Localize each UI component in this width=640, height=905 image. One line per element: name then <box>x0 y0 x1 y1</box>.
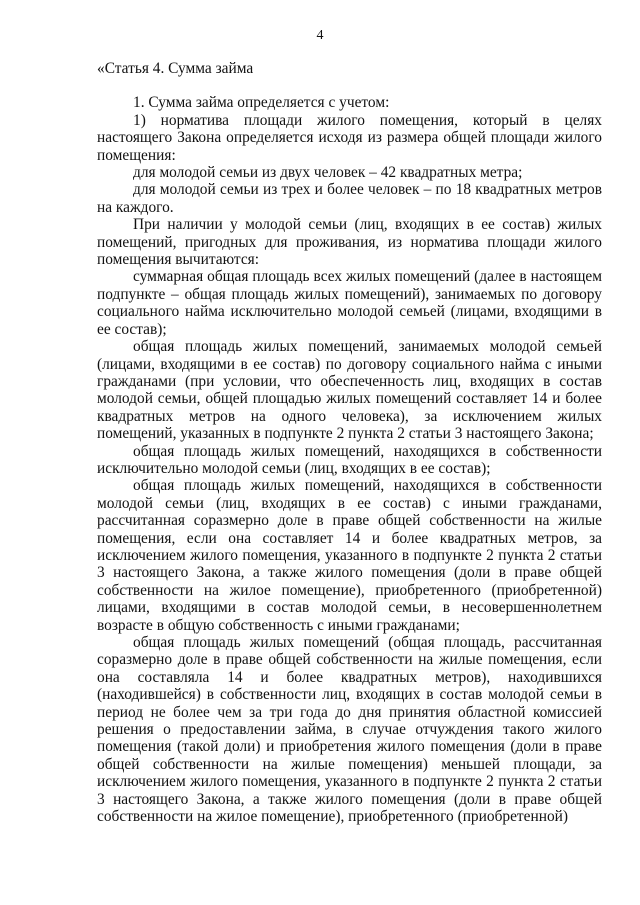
paragraph-4: для молодой семьи из трех и более человек – по 18 квадратных метров на каждого. <box>97 181 602 216</box>
paragraph-5: При наличии у молодой семьи (лиц, входящих в ее состав) жилых помещений, пригодных для проживания, из норматива площади жилого помещения вычитаются: <box>97 216 602 269</box>
paragraph-6: суммарная общая площадь всех жилых помещений (далее в настоящем подпункте – общая площадь жилых помещений), занимаемых по договору социального найма исключительно молодой семьей (лицами, входящими в ее состав); <box>97 268 602 338</box>
paragraph-2: 1) норматива площади жилого помещения, который в целях настоящего Закона определяется исходя из размера общей площади жилого помещения: <box>97 111 602 164</box>
paragraph-7: общая площадь жилых помещений, занимаемых молодой семьей (лицами, входящими в ее состав) по договору социального найма с иными гражданами (при условии, что обеспеченность лиц, входящих в состав молодой семьи, общей площадью жилых помещений составляет 14 и более квадратных метров на одного человека), за исключением жилых помещений, указанных в подпункте 2 пункта 2 статьи 3 настоящего Закона; <box>97 338 602 443</box>
paragraph-3: для молодой семьи из двух человек – 42 квадратных метра; <box>133 164 523 182</box>
article-heading: «Статья 4. Сумма займа <box>97 60 254 77</box>
paragraph-9: общая площадь жилых помещений, находящихся в собственности молодой семьи (лиц, входящих в ее состав) с иными гражданами, рассчитанная соразмерно доле в праве общей собственности на жилые помещения, если она составляет 14 и более квадратных метров, за исключением жилого помещения, указанного в подпункте 2 пункта 2 статьи 3 настоящего Закона, а также жилого помещения (доли в праве общей собственности на жилое помещение), приобретенного (приобретенной) лицами, входящими в состав молодой семьи, в несовершеннолетнем возрасте в общую собственность с иными гражданами; <box>97 477 602 634</box>
paragraph-10: общая площадь жилых помещений (общая площадь, рассчитанная соразмерно доле в праве общей собственности на жилые помещения, если она составляла 14 и более квадратных метров), находившихся (находившейся) в собственности лиц, входящих в состав молодой семьи в период не более чем за три года до дня принятия областной комиссией решения о предоставлении займа, в случае отчуждения такого жилого помещения (такой доли) и приобретения жилого помещения (доли в праве общей собственности на жилые помещения) меньшей площади, за исключением жилого помещения, указанного в подпункте 2 пункта 2 статьи 3 настоящего Закона, а также жилого помещения (доли в праве общей собственности на жилое помещение), приобретенного (приобретенной) <box>97 634 602 826</box>
page-number: 4 <box>316 28 324 43</box>
paragraph-8: общая площадь жилых помещений, находящихся в собственности исключительно молодой семьи (лиц, входящих в ее состав); <box>97 442 602 477</box>
document-body <box>97 60 602 825</box>
paragraph-1: 1. Сумма займа определяется с учетом: <box>133 94 390 112</box>
